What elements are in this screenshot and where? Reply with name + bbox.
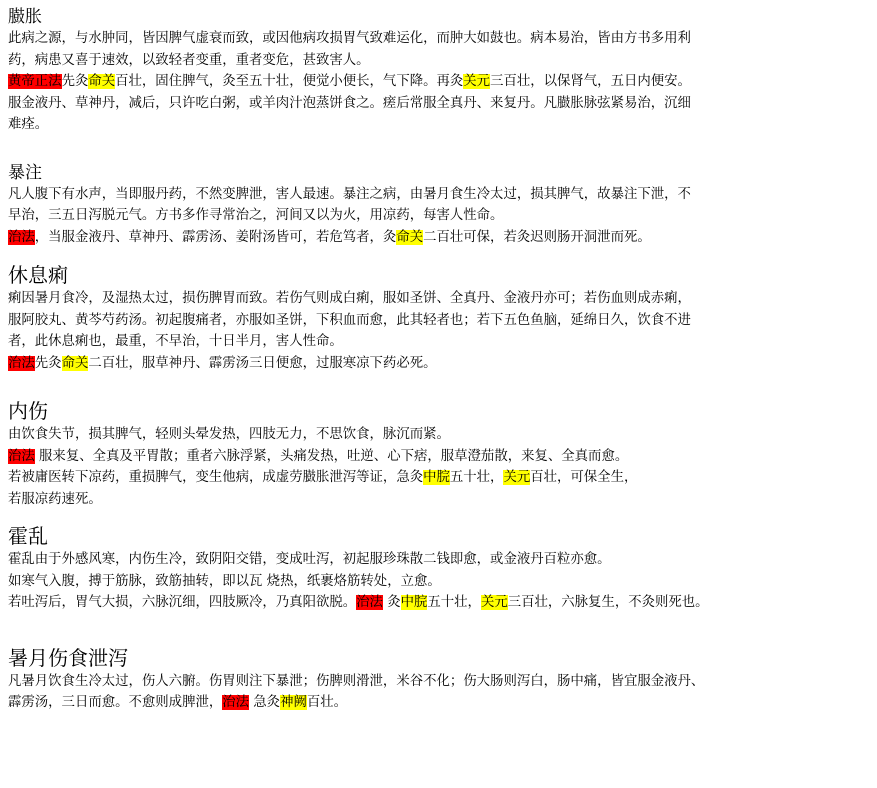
text-line [8, 28, 869, 50]
text-segment: 灸 [382, 595, 401, 610]
section-title: 暴注 [8, 162, 42, 183]
text-line [8, 114, 869, 136]
acupoint-highlight: 命关 [61, 355, 89, 371]
section-title: 霍乱 [8, 524, 48, 548]
text-line [8, 489, 869, 511]
text-segment: 药，病患又喜于速效，以致轻者变重，重者变危，甚致害人。 [8, 52, 370, 68]
text-segment: 者，此休息痢也，最重，不早治，十日半月，害人性命。 [8, 334, 343, 349]
text-line [8, 467, 869, 489]
text-line [8, 288, 869, 310]
text-segment: ，当服金液丹、草神丹、霹雳汤、姜附汤皆可，若危笃者，灸 [34, 229, 397, 245]
text-segment: 痢因暑月食冷，及湿热太过，损伤脾胃而致。若伤气则成白痢，服如圣饼、全真丹、金液丹亦可；若伤血则成赤痢， [8, 291, 691, 306]
text-line [8, 592, 869, 614]
text-segment: 先灸 [34, 355, 62, 371]
acupoint-highlight: 中脘 [400, 595, 428, 610]
text-line [8, 549, 869, 571]
text-line [8, 353, 869, 375]
text-segment: 服金液丹、草神丹，减后，只许吃白粥，或羊肉汁泡蒸饼食之。瘥后常服全真丹、来复丹。凡臌胀脉弦紧易治，沉细 [8, 95, 691, 111]
text-line [8, 205, 869, 227]
section-neishang [8, 398, 869, 510]
section-title: 暑月伤食泄泻 [8, 645, 128, 670]
text-line [8, 184, 869, 206]
method-label: 治法 [8, 229, 35, 245]
text-segment: 霍乱由于外感风寒，内伤生冷，致阴阳交错，变成吐泻，初起服珍珠散二钱即愈，或金液丹百粒亦愈。 [8, 552, 611, 567]
acupoint-highlight: 命关 [88, 74, 116, 89]
text-segment: 急灸 [249, 695, 281, 710]
text-line [8, 71, 869, 93]
acupoint-highlight: 关元 [463, 74, 491, 89]
method-label: 治法 [8, 448, 35, 464]
acupoint-highlight: 神阙 [280, 695, 307, 710]
text-segment: 百壮。 [306, 695, 348, 710]
text-segment: 此病之源，与水肿同，皆因脾气虚衰而致，或因他病攻损胃气致难运化，而肿大如鼓也。病本易治，皆由方书多用利 [8, 31, 691, 46]
text-segment: 如寒气入腹，搏于筋脉，致筋抽转，即以瓦 烧热，纸裹烙筋转处，立愈。 [8, 573, 441, 589]
text-line [8, 446, 869, 468]
section-xiuxili [8, 262, 869, 374]
text-segment: 五十壮， [449, 470, 504, 485]
acupoint-highlight: 中脘 [423, 470, 450, 485]
text-segment: 若吐泻后，胃气大损，六脉沉细，四肢厥冷，乃真阳欲脱。 [8, 595, 357, 610]
text-line [8, 227, 869, 249]
text-line [8, 671, 869, 693]
text-segment: 百壮，固住脾气，灸至五十壮，便觉小便长，气下降。再灸 [115, 74, 464, 89]
text-segment: 凡暑月饮食生冷太过，伤人六腑。伤胃则注下暴泄；伤脾则滑泄，米谷不化；伤大肠则泻白，肠中痛，皆宜服金液丹、 [8, 673, 705, 689]
section-title: 休息痢 [8, 263, 68, 287]
acupoint-highlight: 关元 [480, 595, 508, 610]
text-segment: 若被庸医转下凉药，重损脾气，变生他病，成虚劳臌胀泄泻等证，急灸 [8, 470, 424, 485]
text-segment: 服阿胶丸、黄芩芍药汤。初起腹痛者，亦服如圣饼，下积血而愈，此其轻者也；若下五色鱼脑，延绵日久，饮食不进 [8, 312, 691, 328]
method-label: 治法 [356, 595, 383, 610]
text-segment: 五十壮， [427, 595, 481, 610]
text-segment: 由饮食失节，损其脾气，轻则头晕发热，四肢无力，不思饮食，脉沉而紧。 [8, 427, 450, 442]
section-title: 内伤 [8, 399, 48, 423]
text-segment: 二百壮可保，若灸迟则肠开洞泄而死。 [423, 229, 651, 245]
text-segment: 三百壮，以保肾气，五日内便安。 [490, 74, 691, 89]
text-segment: 三百壮，六脉复生，不灸则死也。 [507, 595, 709, 610]
text-segment: 百壮，可保全生， [530, 470, 638, 485]
text-segment: 服来复、全真及平胃散；重者六脉浮紧，头痛发热，吐逆、心下痞，服草澄茄散，来复、全真而愈。 [34, 448, 629, 464]
text-segment: 先灸 [61, 74, 89, 89]
text-line [8, 571, 869, 593]
section-huoluan [8, 523, 869, 614]
text-segment: 难痊。 [8, 117, 49, 132]
acupoint-highlight: 命关 [396, 229, 424, 245]
method-label: 治法 [222, 695, 250, 710]
section-title: 臌胀 [8, 7, 42, 27]
acupoint-highlight: 关元 [503, 470, 531, 485]
method-label: 治法 [8, 355, 35, 371]
text-segment: 若服凉药速死。 [8, 491, 102, 507]
method-label: 黄帝正法 [8, 74, 62, 89]
text-line [8, 692, 869, 714]
section-shuyue-shangshi-xiexie [8, 645, 869, 714]
text-line [8, 424, 869, 446]
section-baozhu [8, 162, 869, 249]
text-line [8, 50, 869, 72]
text-line [8, 310, 869, 332]
text-line [8, 93, 869, 115]
text-segment: 二百壮，服草神丹、霹雳汤三日便愈，过服寒凉下药必死。 [88, 355, 437, 371]
text-segment: 凡人腹下有水声，当即服丹药，不然变脾泄，害人最速。暴注之病，由暑月食生冷太过，损其脾气，故暴注下泄，不 [8, 186, 691, 202]
text-line [8, 331, 869, 353]
text-segment: 早治，三五日泻脱元气。方书多作寻常治之，河间又以为火，用凉药，每害人性命。 [8, 208, 504, 223]
text-segment: 霹雳汤，三日而愈。不愈则成脾泄， [8, 695, 223, 710]
section-guzhang [8, 6, 869, 136]
